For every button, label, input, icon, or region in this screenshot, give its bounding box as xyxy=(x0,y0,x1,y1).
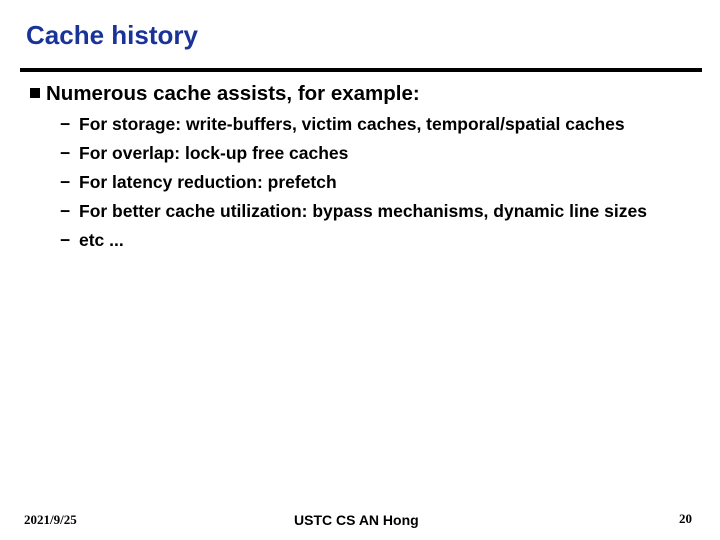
sub-bullet-item xyxy=(60,172,690,193)
dash-bullet-icon: − xyxy=(60,201,71,221)
main-bullet xyxy=(30,80,700,108)
page-number: 20 xyxy=(679,511,692,526)
sub-bullet-text: For latency reduction: prefetch xyxy=(79,172,337,192)
sub-bullet-item xyxy=(60,230,690,251)
sub-bullet-text: For overlap: lock-up free caches xyxy=(79,143,349,163)
main-bullet-text: Numerous cache assists, for example: xyxy=(46,82,420,105)
title-divider xyxy=(20,68,702,72)
sub-bullet-list xyxy=(60,114,690,259)
footer-date: 2021/9/25 xyxy=(24,512,77,527)
sub-bullet-text: etc ... xyxy=(79,230,124,250)
dash-bullet-icon: − xyxy=(60,172,71,192)
sub-bullet-item xyxy=(60,114,690,135)
sub-bullet-text: For storage: write-buffers, victim caches, temporal/spatial caches xyxy=(79,114,625,134)
slide-title: Cache history xyxy=(26,20,198,50)
square-bullet-icon xyxy=(30,88,40,98)
sub-bullet-text: For better cache utilization: bypass mechanisms, dynamic line sizes xyxy=(79,201,647,221)
dash-bullet-icon: − xyxy=(60,230,71,250)
dash-bullet-icon: − xyxy=(60,114,71,134)
footer-author: USTC CS AN Hong xyxy=(294,512,419,528)
sub-bullet-item xyxy=(60,201,690,222)
dash-bullet-icon: − xyxy=(60,143,71,163)
sub-bullet-item xyxy=(60,143,690,164)
